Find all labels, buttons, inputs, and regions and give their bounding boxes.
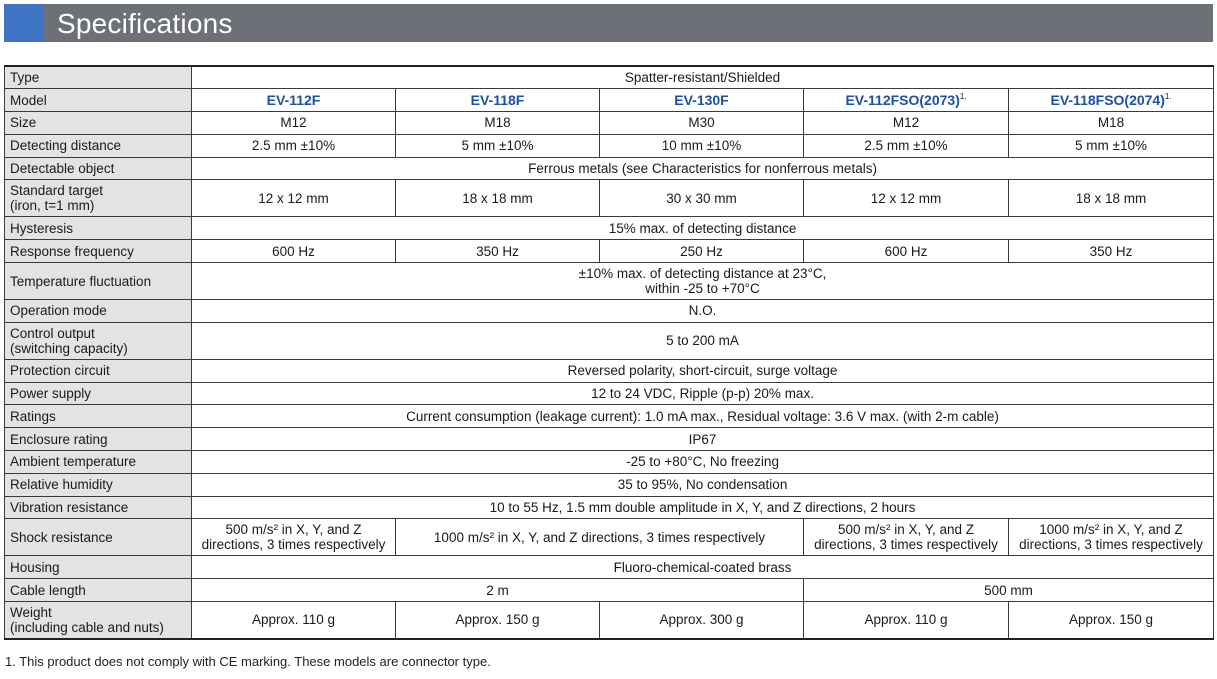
label-line: Weight: [10, 604, 52, 620]
model-5: [1009, 89, 1214, 112]
cell-standard-target: 18 x 18 mm: [396, 180, 600, 217]
specifications-table: [4, 65, 1214, 640]
model-name: EV-112F: [266, 91, 321, 108]
row-housing: [5, 556, 1214, 579]
value-protection-circuit: Reversed polarity, short-circuit, surge voltage: [192, 359, 1214, 382]
value-line: within -25 to +70°C: [645, 281, 760, 297]
label-line: Standard target: [10, 183, 104, 199]
value-vibration-resistance: 10 to 55 Hz, 1.5 mm double amplitude in X, Y, and Z directions, 2 hours: [192, 496, 1214, 519]
value-line: directions, 3 times respectively: [201, 537, 386, 553]
cell-shock-resistance: 1000 m/s² in X, Y, and Z directions, 3 times respectively: [396, 519, 804, 556]
cell-detecting-distance: 5 mm ±10%: [396, 134, 600, 157]
label-protection-circuit: Protection circuit: [5, 359, 192, 382]
cell-response-frequency: 600 Hz: [804, 240, 1009, 263]
footnote: 1. This product does not comply with CE marking. These models are connector type.: [5, 654, 491, 669]
label-ratings: Ratings: [5, 405, 192, 428]
value-power-supply: 12 to 24 VDC, Ripple (p-p) 20% max.: [192, 382, 1214, 405]
label-line: Control output: [10, 325, 95, 341]
cell-weight: Approx. 300 g: [600, 602, 804, 639]
row-detectable-object: [5, 157, 1214, 180]
cell-detecting-distance: 5 mm ±10%: [1009, 134, 1214, 157]
label-detecting-distance: Detecting distance: [5, 134, 192, 157]
value-line: 500 m/s² in X, Y, and Z: [837, 522, 975, 538]
model-name: EV-130F: [674, 91, 729, 108]
footnote-marker: 1.: [1164, 91, 1172, 101]
cell-standard-target: 18 x 18 mm: [1009, 180, 1214, 217]
model-2: [396, 89, 600, 112]
value-type: Spatter-resistant/Shielded: [192, 66, 1214, 89]
footnote-marker: 1.: [959, 91, 967, 101]
value-housing: Fluoro-chemical-coated brass: [192, 556, 1214, 579]
row-weight: [5, 602, 1214, 639]
label-line: (iron, t=1 mm): [10, 198, 95, 214]
cell-weight: Approx. 110 g: [804, 602, 1009, 639]
cell-response-frequency: 600 Hz: [192, 240, 396, 263]
model-name: EV-118FSO(2074): [1050, 91, 1165, 108]
label-detectable-object: Detectable object: [5, 157, 192, 180]
cell-size: M18: [396, 112, 600, 135]
value-relative-humidity: 35 to 95%, No condensation: [192, 473, 1214, 496]
row-protection-circuit: [5, 359, 1214, 382]
cell-weight: Approx. 110 g: [192, 602, 396, 639]
cell-response-frequency: 350 Hz: [1009, 240, 1214, 263]
cell-size: M12: [192, 112, 396, 135]
label-vibration-resistance: Vibration resistance: [5, 496, 192, 519]
cell-standard-target: 12 x 12 mm: [192, 180, 396, 217]
label-temperature-fluctuation: Temperature fluctuation: [5, 263, 192, 300]
label-line: (including cable and nuts): [10, 619, 164, 635]
row-enclosure-rating: [5, 428, 1214, 451]
row-ambient-temperature: [5, 451, 1214, 474]
cell-response-frequency: 350 Hz: [396, 240, 600, 263]
row-ratings: [5, 405, 1214, 428]
row-control-output: [5, 322, 1214, 359]
label-housing: Housing: [5, 556, 192, 579]
label-cable-length: Cable length: [5, 579, 192, 602]
cell-size: M18: [1009, 112, 1214, 135]
value-enclosure-rating: IP67: [192, 428, 1214, 451]
row-model: [5, 89, 1214, 112]
cell-standard-target: 12 x 12 mm: [804, 180, 1009, 217]
row-size: [5, 112, 1214, 135]
value-line: 500 m/s² in X, Y, and Z: [225, 522, 362, 538]
label-power-supply: Power supply: [5, 382, 192, 405]
section-header: [4, 4, 1213, 42]
value-control-output: 5 to 200 mA: [192, 322, 1214, 359]
value-temperature-fluctuation: [192, 263, 1214, 300]
label-type: Type: [5, 66, 192, 89]
row-response-frequency: [5, 240, 1214, 263]
header-accent-block: [4, 4, 43, 42]
row-hysteresis: [5, 217, 1214, 240]
row-type: [5, 66, 1214, 89]
cell-cable-length: 500 mm: [804, 579, 1214, 602]
row-standard-target: [5, 180, 1214, 217]
label-enclosure-rating: Enclosure rating: [5, 428, 192, 451]
value-detectable-object: Ferrous metals (see Characteristics for nonferrous metals): [192, 157, 1214, 180]
value-line: directions, 3 times respectively: [814, 537, 998, 553]
row-temperature-fluctuation: [5, 263, 1214, 300]
cell-shock-resistance: [804, 519, 1009, 556]
cell-size: M30: [600, 112, 804, 135]
value-hysteresis: 15% max. of detecting distance: [192, 217, 1214, 240]
cell-cable-length: 2 m: [192, 579, 804, 602]
row-detecting-distance: [5, 134, 1214, 157]
model-name: EV-112FSO(2073): [845, 91, 960, 108]
section-title: Specifications: [57, 8, 233, 39]
row-operation-mode: [5, 300, 1214, 323]
cell-standard-target: 30 x 30 mm: [600, 180, 804, 217]
model-1: [192, 89, 396, 112]
value-ambient-temperature: -25 to +80°C, No freezing: [192, 451, 1214, 474]
value-line: ±10% max. of detecting distance at 23°C,: [578, 266, 827, 282]
label-size: Size: [5, 112, 192, 135]
row-power-supply: [5, 382, 1214, 405]
value-operation-mode: N.O.: [192, 300, 1214, 323]
value-line: 1000 m/s² in X, Y, and Z: [1039, 522, 1183, 538]
cell-detecting-distance: 2.5 mm ±10%: [804, 134, 1009, 157]
label-weight: [5, 602, 192, 639]
label-relative-humidity: Relative humidity: [5, 473, 192, 496]
cell-weight: Approx. 150 g: [396, 602, 600, 639]
cell-detecting-distance: 10 mm ±10%: [600, 134, 804, 157]
label-shock-resistance: Shock resistance: [5, 519, 192, 556]
row-vibration-resistance: [5, 496, 1214, 519]
label-control-output: [5, 322, 192, 359]
cell-weight: Approx. 150 g: [1009, 602, 1214, 639]
cell-shock-resistance: [192, 519, 396, 556]
label-line: (switching capacity): [10, 340, 128, 356]
value-line: directions, 3 times respectively: [1019, 537, 1203, 553]
label-response-frequency: Response frequency: [5, 240, 192, 263]
label-operation-mode: Operation mode: [5, 300, 192, 323]
model-4: [804, 89, 1009, 112]
cell-size: M12: [804, 112, 1009, 135]
model-name: EV-118F: [470, 91, 525, 108]
value-ratings: Current consumption (leakage current): 1.0 mA max., Residual voltage: 3.6 V max. (with 2-m cable): [192, 405, 1214, 428]
row-cable-length: [5, 579, 1214, 602]
row-relative-humidity: [5, 473, 1214, 496]
label-hysteresis: Hysteresis: [5, 217, 192, 240]
cell-detecting-distance: 2.5 mm ±10%: [192, 134, 396, 157]
cell-response-frequency: 250 Hz: [600, 240, 804, 263]
cell-shock-resistance: [1009, 519, 1214, 556]
row-shock-resistance: [5, 519, 1214, 556]
label-standard-target: [5, 180, 192, 217]
label-ambient-temperature: Ambient temperature: [5, 451, 192, 474]
model-3: [600, 89, 804, 112]
label-model: Model: [5, 89, 192, 112]
